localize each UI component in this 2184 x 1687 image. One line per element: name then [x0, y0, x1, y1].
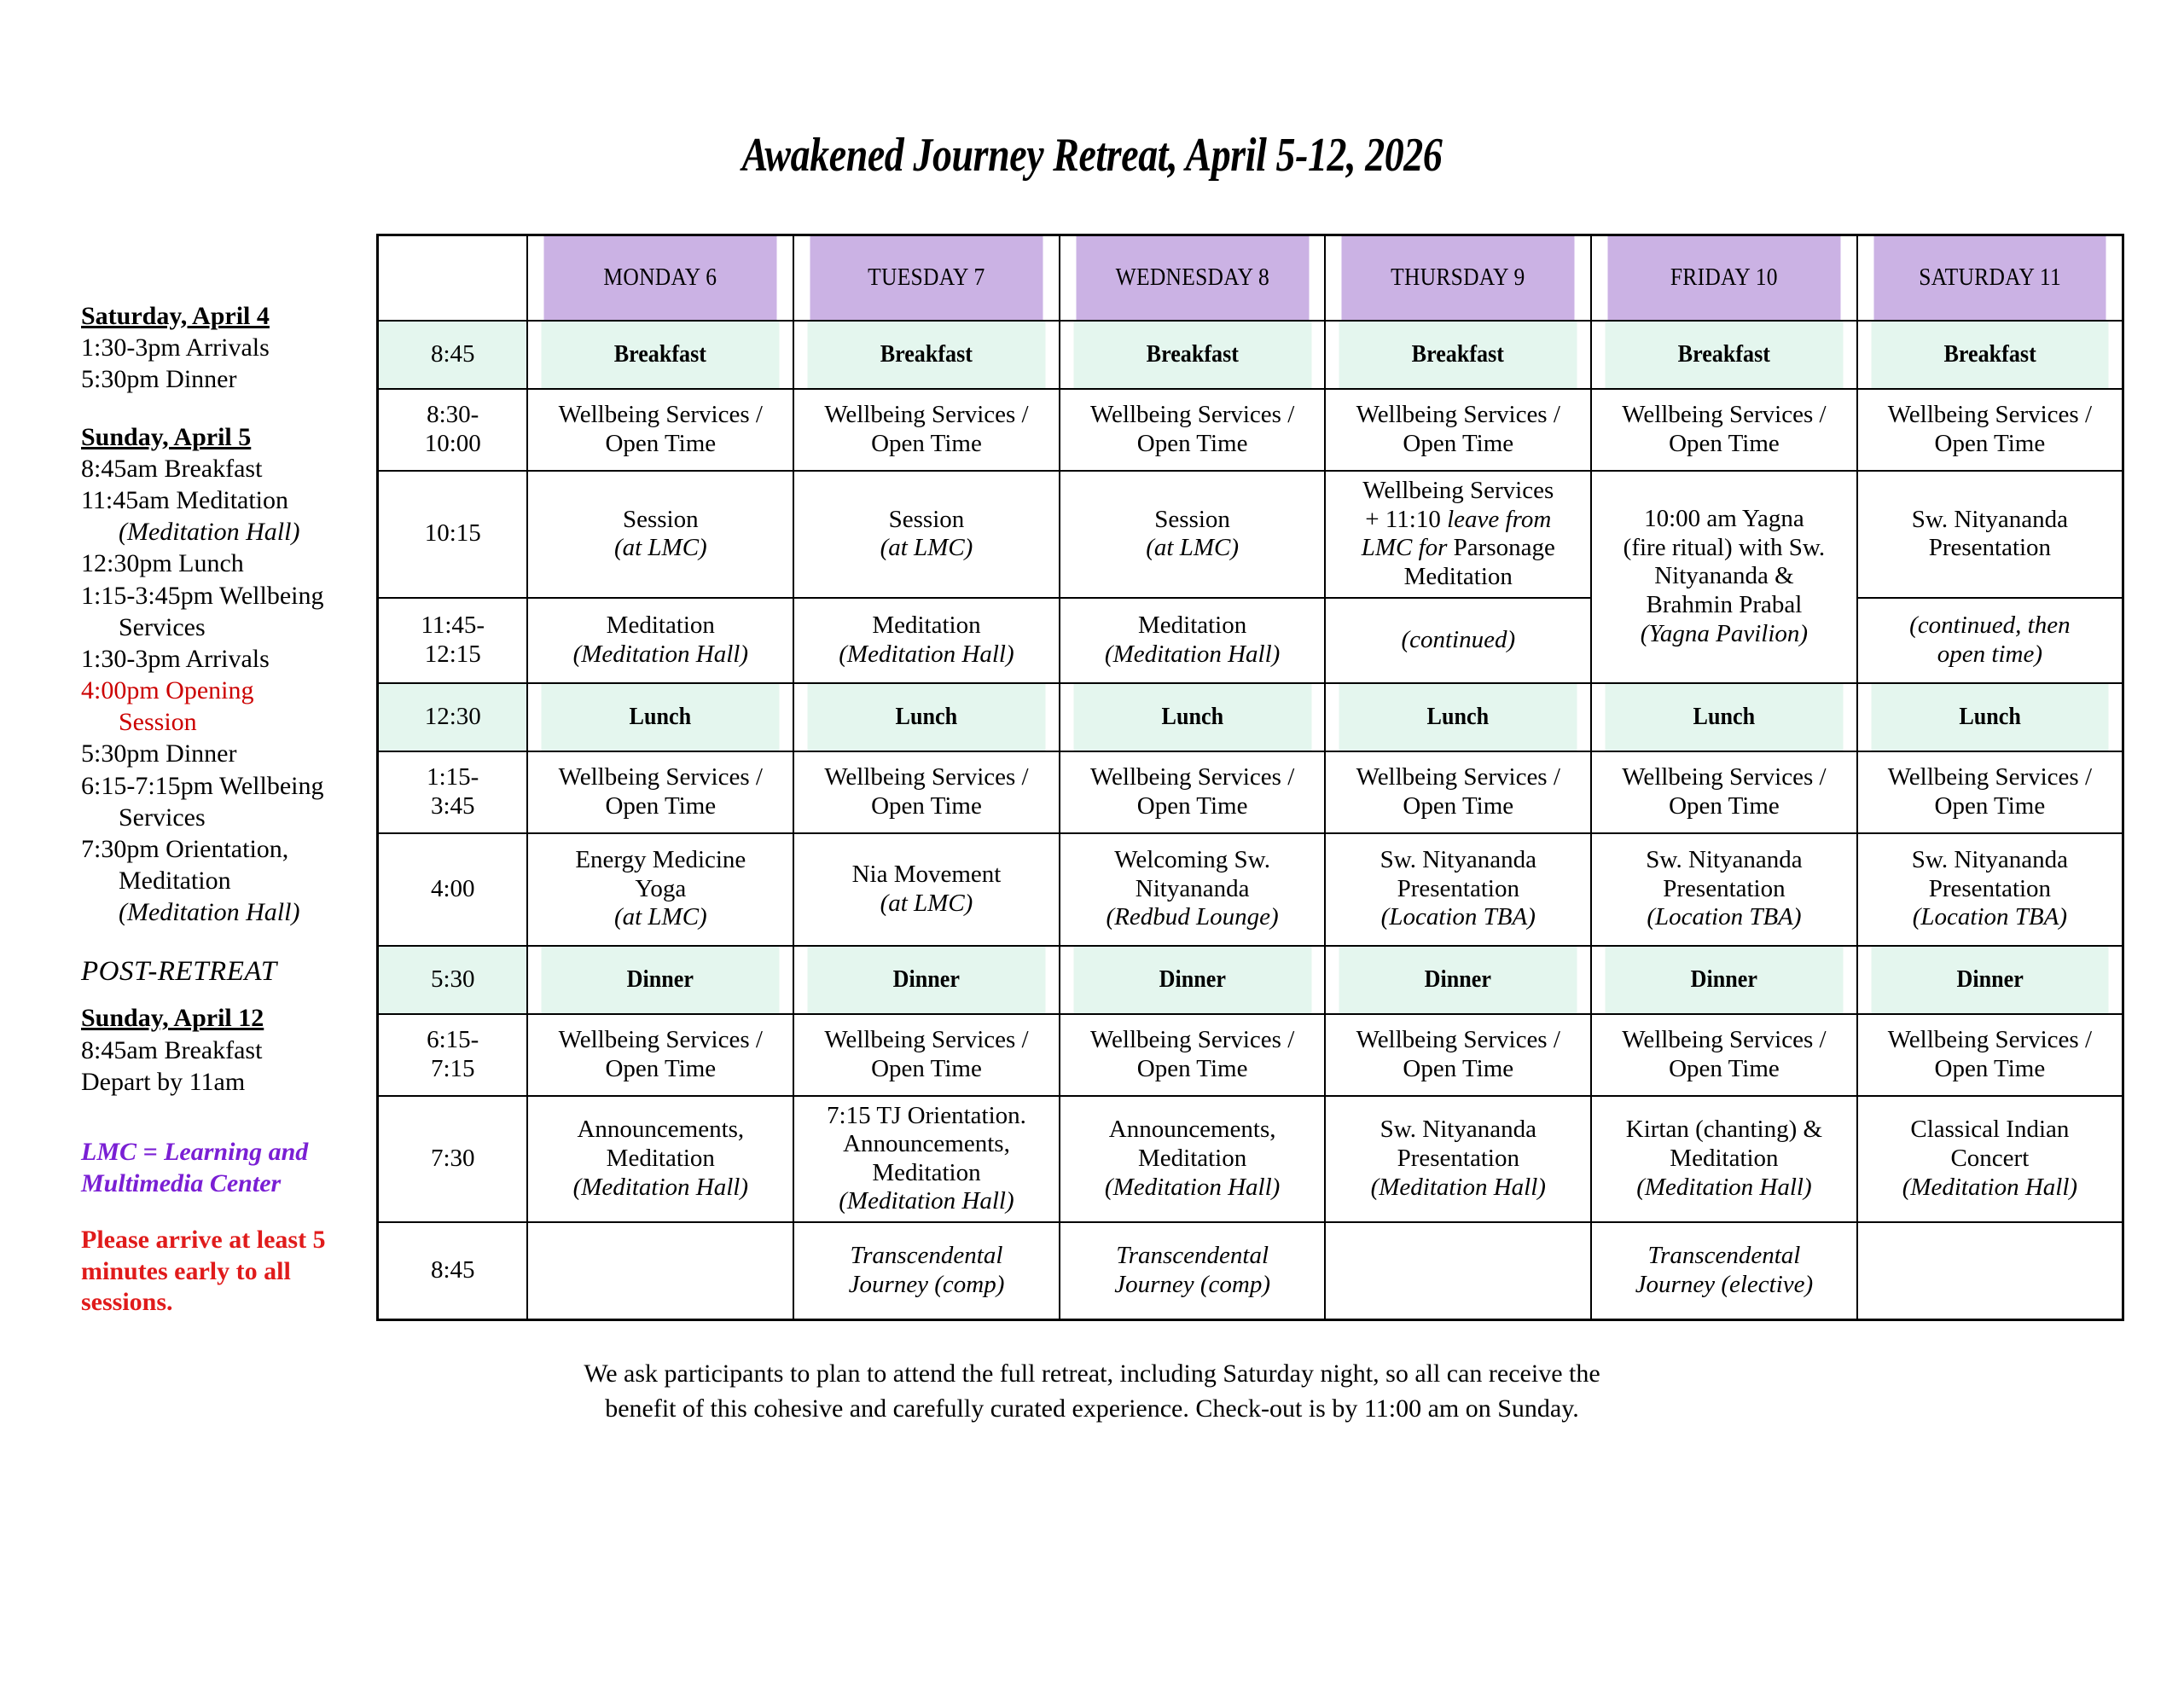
row-time-label: 5:30	[378, 946, 528, 1014]
cell-thursday-lunch: Lunch	[1339, 683, 1577, 751]
table-row-lunch	[378, 683, 2123, 751]
arrive-early-note	[81, 1225, 363, 1319]
sidebar-sunday-line: 1:30-3pm Arrivals	[81, 644, 270, 673]
cell-friday-lunch: Lunch	[1605, 683, 1844, 751]
header-corner-cell	[378, 235, 528, 322]
cell-wednesday-wellbeing: Wellbeing Services / Open Time	[1060, 389, 1326, 471]
row-time-label: 8:45	[378, 1222, 528, 1320]
lmc-legend-line: LMC = Learning and	[81, 1138, 309, 1167]
sidebar-opening-session-label: Session	[119, 708, 197, 737]
cell-monday-announcements: Announcements, Meditation (Meditation Hall)	[527, 1096, 793, 1223]
sidebar-sunday12-heading: Sunday, April 12	[81, 1004, 264, 1033]
lmc-legend-note	[81, 1137, 363, 1199]
sidebar-sunday-line: Services	[119, 803, 206, 832]
page-body	[0, 234, 2184, 1321]
cell-monday-empty	[527, 1222, 793, 1320]
table-row-dinner	[378, 946, 2123, 1014]
footer-line: We ask participants to plan to attend the full retreat, including Saturday night, so all can receive the	[584, 1359, 1600, 1388]
cell-tuesday-dinner: Dinner	[807, 946, 1046, 1014]
row-time-label: 10:15	[378, 471, 528, 598]
cell-tuesday-wellbeing: Wellbeing Services / Open Time	[793, 389, 1060, 471]
schedule-table-body	[378, 321, 2123, 1320]
cell-friday-wellbeing: Wellbeing Services / Open Time	[1591, 389, 1857, 471]
cell-thursday-wellbeing: Wellbeing Services / Open Time	[1325, 751, 1591, 833]
row-time-label: 6:15- 7:15	[378, 1014, 528, 1096]
cell-friday-wellbeing: Wellbeing Services / Open Time	[1591, 1014, 1857, 1096]
cell-tuesday-wellbeing: Wellbeing Services / Open Time	[793, 1014, 1060, 1096]
sidebar-sunday-line: Services	[119, 612, 206, 641]
sidebar-sunday-line: 12:30pm Lunch	[81, 549, 244, 578]
table-row-four-pm	[378, 833, 2123, 946]
sidebar-spacer	[81, 396, 363, 421]
cell-monday-dinner: Dinner	[541, 946, 780, 1014]
sidebar-sunday-line: 5:30pm Dinner	[81, 739, 237, 768]
cell-thursday-wellbeing-parsonage: Wellbeing Services + 11:10 leave from LMC for Parsonage Meditation	[1325, 471, 1591, 598]
cell-tuesday-transcendental-journey: Transcendental Journey (comp)	[793, 1222, 1060, 1320]
cell-monday-session: Session (at LMC)	[527, 471, 793, 598]
row-time-label: 7:30	[378, 1096, 528, 1223]
table-row-morning-wellbeing	[378, 389, 2123, 471]
cell-wednesday-transcendental-journey: Transcendental Journey (comp)	[1060, 1222, 1326, 1320]
sidebar-post-retreat-heading: POST-RETREAT	[81, 955, 277, 987]
cell-saturday-concert: Classical Indian Concert (Meditation Hall)	[1857, 1096, 2123, 1223]
sidebar-sunday12-line: 8:45am Breakfast	[81, 1035, 263, 1064]
cell-monday-wellbeing: Wellbeing Services / Open Time	[527, 389, 793, 471]
schedule-table-wrapper	[363, 234, 2124, 1321]
row-time-label: 8:45	[378, 321, 528, 389]
sidebar-sunday-line: 1:15-3:45pm Wellbeing	[81, 581, 324, 610]
table-row-meditation	[378, 598, 2123, 683]
sidebar-sunday-line: 6:15-7:15pm Wellbeing	[81, 771, 324, 800]
header-day-friday: FRIDAY 10	[1607, 235, 1841, 322]
row-time-label: 1:15- 3:45	[378, 751, 528, 833]
sidebar-spacer	[81, 1123, 363, 1137]
cell-saturday-presentation: Sw. Nityananda Presentation (Location TBA)	[1857, 833, 2123, 946]
cell-monday-wellbeing: Wellbeing Services / Open Time	[527, 751, 793, 833]
sidebar-saturday-block	[81, 300, 363, 396]
cell-saturday-wellbeing: Wellbeing Services / Open Time	[1857, 389, 2123, 471]
row-time-label: 11:45- 12:15	[378, 598, 528, 683]
cell-tuesday-lunch: Lunch	[807, 683, 1046, 751]
header-day-monday: MONDAY 6	[543, 235, 777, 322]
cell-tuesday-wellbeing: Wellbeing Services / Open Time	[793, 751, 1060, 833]
footer-line: benefit of this cohesive and carefully curated experience. Check-out is by 11:00 am on Sunday.	[605, 1394, 1579, 1423]
cell-saturday-presentation: Sw. Nityananda Presentation	[1857, 471, 2123, 598]
header-day-saturday: SATURDAY 11	[1873, 235, 2106, 322]
cell-saturday-dinner: Dinner	[1870, 946, 2110, 1014]
header-row	[378, 235, 2123, 322]
arrive-early-line: sessions.	[81, 1288, 173, 1317]
cell-wednesday-dinner: Dinner	[1072, 946, 1311, 1014]
cell-friday-breakfast: Breakfast	[1605, 321, 1844, 389]
sidebar-spacer	[81, 929, 363, 954]
table-row-evening-wellbeing	[378, 1014, 2123, 1096]
cell-monday-wellbeing: Wellbeing Services / Open Time	[527, 1014, 793, 1096]
sidebar-saturday-heading: Saturday, April 4	[81, 302, 270, 330]
cell-saturday-lunch: Lunch	[1870, 683, 2110, 751]
table-row-transcendental-journey	[378, 1222, 2123, 1320]
footer-note	[0, 1357, 2184, 1426]
lmc-legend-line: Multimedia Center	[81, 1168, 282, 1197]
cell-monday-breakfast: Breakfast	[541, 321, 780, 389]
cell-wednesday-breakfast: Breakfast	[1072, 321, 1311, 389]
cell-monday-meditation: Meditation (Meditation Hall)	[527, 598, 793, 683]
cell-wednesday-lunch: Lunch	[1072, 683, 1311, 751]
sidebar-sunday-line-location: (Meditation Hall)	[119, 898, 300, 927]
cell-wednesday-session: Session (at LMC)	[1060, 471, 1326, 598]
sidebar-spacer	[81, 1098, 363, 1123]
cell-thursday-presentation: Sw. Nityananda Presentation (Location TBA)	[1325, 833, 1591, 946]
header-day-tuesday: TUESDAY 7	[810, 235, 1043, 322]
cell-monday-energy-medicine-yoga: Energy Medicine Yoga (at LMC)	[527, 833, 793, 946]
cell-saturday-wellbeing: Wellbeing Services / Open Time	[1857, 751, 2123, 833]
cell-friday-yagna: 10:00 am Yagna (fire ritual) with Sw. Nityananda & Brahmin Prabal (Yagna Pavilion)	[1591, 471, 1857, 683]
page-title: Awakened Journey Retreat, April 5-12, 2026	[741, 129, 1443, 182]
sidebar-saturday-line: 5:30pm Dinner	[81, 365, 237, 394]
row-time-label: 4:00	[378, 833, 528, 946]
cell-wednesday-wellbeing: Wellbeing Services / Open Time	[1060, 1014, 1326, 1096]
cell-thursday-wellbeing: Wellbeing Services / Open Time	[1325, 389, 1591, 471]
sidebar-sunday-block	[81, 421, 363, 929]
cell-saturday-breakfast: Breakfast	[1870, 321, 2110, 389]
sidebar-spacer	[81, 988, 363, 1002]
arrive-early-line: Please arrive at least 5	[81, 1226, 326, 1255]
cell-thursday-dinner: Dinner	[1339, 946, 1577, 1014]
sidebar	[81, 234, 363, 1319]
cell-saturday-empty	[1857, 1222, 2123, 1320]
cell-wednesday-wellbeing: Wellbeing Services / Open Time	[1060, 751, 1326, 833]
sidebar-sunday-heading: Sunday, April 5	[81, 422, 252, 451]
sidebar-opening-session-time: 4:00pm Opening	[81, 676, 254, 705]
cell-thursday-breakfast: Breakfast	[1339, 321, 1577, 389]
cell-wednesday-meditation: Meditation (Meditation Hall)	[1060, 598, 1326, 683]
sidebar-sunday-line: 7:30pm Orientation,	[81, 835, 289, 863]
cell-friday-kirtan: Kirtan (chanting) & Meditation (Meditation Hall)	[1591, 1096, 1857, 1223]
cell-friday-presentation: Sw. Nityananda Presentation (Location TBA)	[1591, 833, 1857, 946]
cell-tuesday-session: Session (at LMC)	[793, 471, 1060, 598]
sidebar-sunday12-block	[81, 1002, 363, 1098]
cell-saturday-continued: (continued, then open time)	[1857, 598, 2123, 683]
table-row-afternoon-wellbeing	[378, 751, 2123, 833]
table-row-seven-thirty	[378, 1096, 2123, 1223]
cell-monday-lunch: Lunch	[541, 683, 780, 751]
row-time-label: 12:30	[378, 683, 528, 751]
cell-tuesday-nia-movement: Nia Movement (at LMC)	[793, 833, 1060, 946]
sidebar-sunday-line-location: (Meditation Hall)	[119, 518, 300, 547]
sidebar-sunday-line: 11:45am Meditation	[81, 485, 289, 514]
cell-friday-transcendental-journey: Transcendental Journey (elective)	[1591, 1222, 1857, 1320]
schedule-table	[376, 234, 2124, 1321]
header-day-thursday: THURSDAY 9	[1341, 235, 1575, 322]
sidebar-sunday-line: 8:45am Breakfast	[81, 454, 263, 483]
schedule-table-header	[378, 235, 2123, 322]
row-time-label: 8:30- 10:00	[378, 389, 528, 471]
sidebar-sunday-line: Meditation	[119, 867, 231, 896]
sidebar-saturday-line: 1:30-3pm Arrivals	[81, 333, 270, 362]
cell-friday-wellbeing: Wellbeing Services / Open Time	[1591, 751, 1857, 833]
cell-wednesday-welcoming: Welcoming Sw. Nityananda (Redbud Lounge)	[1060, 833, 1326, 946]
arrive-early-line: minutes early to all	[81, 1256, 291, 1285]
header-day-wednesday: WEDNESDAY 8	[1075, 235, 1309, 322]
cell-thursday-empty	[1325, 1222, 1591, 1320]
table-row-breakfast	[378, 321, 2123, 389]
cell-thursday-presentation: Sw. Nityananda Presentation (Meditation Hall)	[1325, 1096, 1591, 1223]
cell-tuesday-breakfast: Breakfast	[807, 321, 1046, 389]
cell-tuesday-meditation: Meditation (Meditation Hall)	[793, 598, 1060, 683]
sidebar-sunday12-line: Depart by 11am	[81, 1067, 246, 1096]
cell-thursday-continued: (continued)	[1325, 598, 1591, 683]
cell-wednesday-announcements: Announcements, Meditation (Meditation Hall)	[1060, 1096, 1326, 1223]
cell-tuesday-tj-orientation: 7:15 TJ Orientation. Announcements, Meditation (Meditation Hall)	[793, 1096, 1060, 1223]
cell-saturday-wellbeing: Wellbeing Services / Open Time	[1857, 1014, 2123, 1096]
sidebar-spacer	[81, 1199, 363, 1225]
table-row-session	[378, 471, 2123, 598]
cell-friday-dinner: Dinner	[1605, 946, 1844, 1014]
cell-thursday-wellbeing: Wellbeing Services / Open Time	[1325, 1014, 1591, 1096]
